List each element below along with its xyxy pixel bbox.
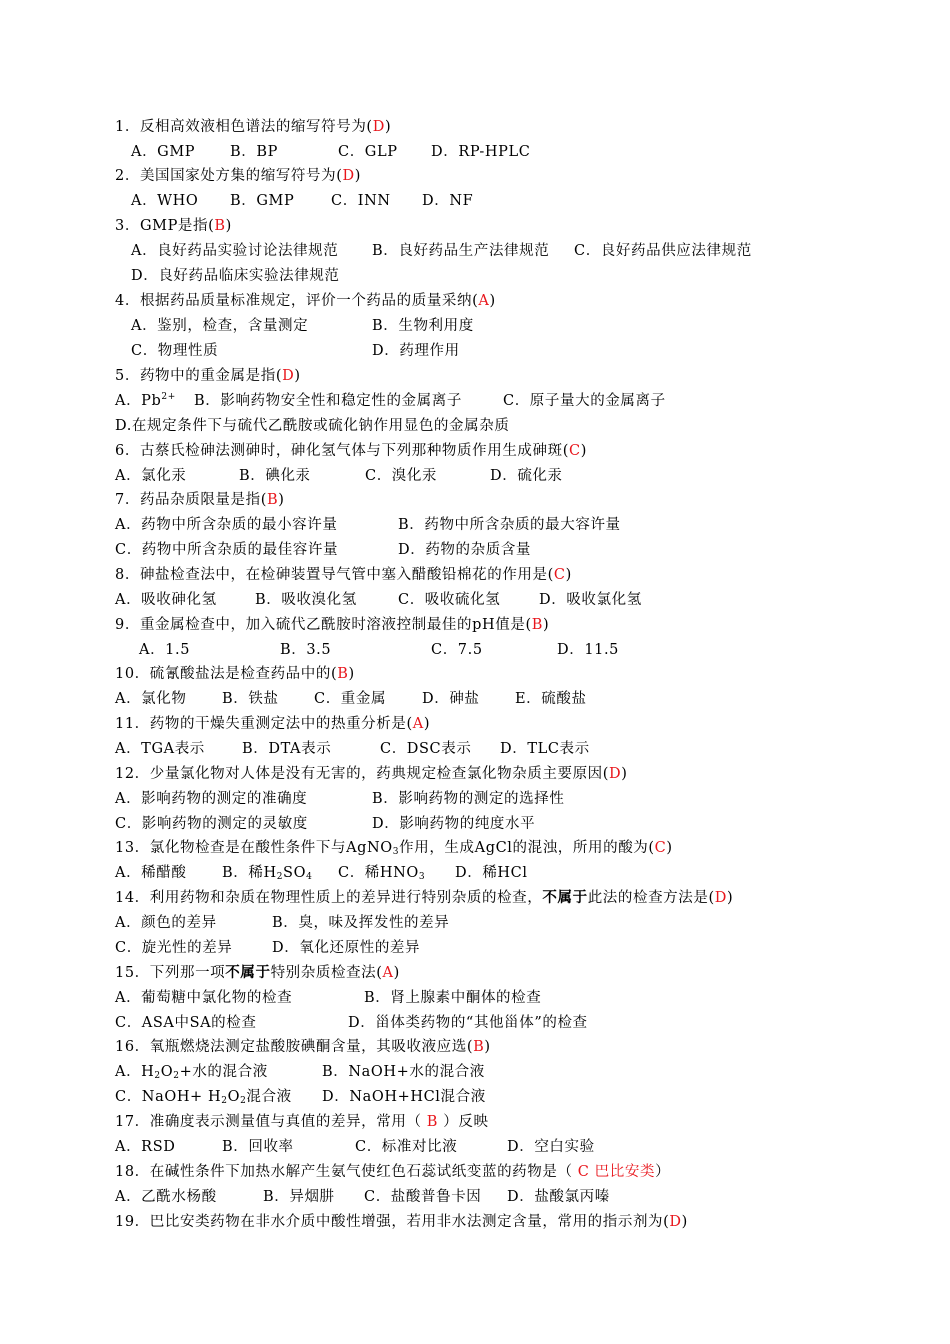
answer-letter: D (609, 766, 622, 782)
option-b (222, 862, 312, 884)
option-a: A．鉴别，检查，含量测定 (131, 318, 309, 334)
option-b: B．肾上腺素中酮体的检查 (364, 990, 542, 1006)
question-close: ) (681, 1214, 688, 1230)
formula-subscript: 2 (154, 1071, 161, 1081)
question-text: 准确度表示测量值与真值的差异，常用（ (149, 1114, 427, 1130)
option-a-text: A．H (115, 1064, 155, 1080)
question-close: ）反映 (438, 1114, 489, 1130)
answer-letter: B (473, 1039, 485, 1055)
option-b: B．DTA表示 (242, 741, 332, 757)
formula-subscript: 3 (418, 872, 426, 882)
question-2 (115, 165, 361, 187)
formula-subscript: 2 (221, 1096, 228, 1106)
question-text: 反相高效液相色谱法的缩写符号为( (139, 119, 373, 135)
question-number: 3． (115, 218, 140, 234)
question-text: 重金属检查中，加入硫代乙酰胺时溶液控制最佳的pH值是( (139, 617, 532, 633)
option-a: A．氯化汞 (115, 468, 187, 484)
answer-letter: D (669, 1214, 682, 1230)
option-a: A．乙酰水杨酸 (115, 1189, 217, 1205)
option-b: B．影响药物的测定的选择性 (372, 791, 565, 807)
emphasis-text: 不属于 (542, 889, 588, 906)
question-text: 利用药物和杂质在物理性质上的差异进行特别杂质的检查， (149, 890, 543, 906)
formula-subscript: 3 (392, 847, 400, 857)
question-text: 少量氯化物对人体是没有无害的，药典规定检查氯化物杂质主要原因( (149, 766, 610, 782)
question-text: 美国国家处方集的缩写符号为( (139, 168, 343, 184)
question-5 (115, 365, 301, 387)
option-a: A．WHO (131, 193, 199, 209)
question-15 (115, 962, 400, 984)
emphasis-text: 不属于 (225, 964, 271, 981)
option-c (115, 1086, 292, 1108)
question-close: ) (726, 890, 734, 906)
question-4 (115, 290, 496, 312)
option-d: D．NF (422, 193, 474, 209)
question-19 (115, 1211, 688, 1233)
option-b: B．3.5 (280, 642, 332, 658)
option-d: D．氧化还原性的差异 (272, 940, 421, 956)
answer-letter: B (214, 218, 226, 234)
question-7 (115, 489, 285, 511)
option-a: A．良好药品实验讨论法律规范 (131, 243, 339, 259)
option-b: B．影响药物安全性和稳定性的金属离子 (194, 393, 462, 409)
question-text: 下列那一项 (149, 965, 226, 981)
option-c-text: C．NaOH+ H (115, 1089, 222, 1105)
option-c: C．重金属 (314, 691, 387, 707)
question-text: 药物的干燥失重测定法中的热重分析是( (149, 716, 413, 732)
option-a-text: A．Pb (115, 393, 162, 409)
charge-superscript: 2+ (161, 392, 176, 402)
question-text: 氯化物检查是在酸性条件下与AgNO (149, 840, 393, 856)
question-close: ) (565, 567, 572, 583)
option-a: A．1.5 (139, 642, 191, 658)
option-c: C．原子量大的金属离子 (503, 393, 666, 409)
question-text-continued: 特别杂质检查法( (270, 965, 383, 981)
question-text: 古蔡氏检砷法测砷时，砷化氢气体与下列那种物质作用生成砷斑( (139, 443, 569, 459)
question-12 (115, 763, 628, 785)
question-11 (115, 713, 430, 735)
formula-subscript: 2 (240, 1096, 247, 1106)
question-close: ) (348, 666, 355, 682)
question-text-continued: 此法的检查方法是( (587, 890, 715, 906)
question-number: 14． (115, 890, 150, 906)
question-number: 7． (115, 492, 140, 508)
answer-letter: B (531, 617, 543, 633)
question-9 (115, 614, 549, 636)
option-d: D．吸收氯化氢 (539, 592, 642, 608)
option-a: A．吸收砷化氢 (115, 592, 217, 608)
option-b: B．异烟肼 (263, 1189, 335, 1205)
option-d: D．甾体类药物的“其他甾体”的检查 (348, 1015, 588, 1031)
formula-subscript: 4 (306, 872, 313, 882)
option-c: C．盐酸普鲁卡因 (364, 1189, 482, 1205)
question-number: 19． (115, 1214, 150, 1230)
answer-letter: D (714, 890, 727, 906)
option-b: B．GMP (230, 193, 295, 209)
answer-letter: B (337, 666, 349, 682)
option-a: A．颜色的差异 (115, 915, 217, 931)
question-number: 16． (115, 1039, 150, 1055)
option-a (115, 390, 176, 412)
question-number: 10． (115, 666, 150, 682)
question-number: 1． (115, 119, 140, 135)
option-d: D．NaOH+HCl混合液 (322, 1089, 486, 1105)
question-number: 5． (115, 368, 140, 384)
question-close: ) (543, 617, 550, 633)
question-number: 6． (115, 443, 140, 459)
question-number: 18． (115, 1164, 150, 1180)
option-c-text: C．稀HNO (338, 865, 419, 881)
option-b: B．回收率 (222, 1139, 294, 1155)
option-c: C．7.5 (431, 642, 483, 658)
option-c: C．旋光性的差异 (115, 940, 233, 956)
option-c (338, 862, 425, 884)
option-a (115, 1061, 268, 1083)
question-number: 15． (115, 965, 150, 981)
answer-letter: D (342, 168, 355, 184)
option-a: A．葡萄糖中氯化物的检查 (115, 990, 293, 1006)
option-d: D．11.5 (557, 642, 620, 658)
question-text: 药品杂质限量是指( (139, 492, 267, 508)
option-b-text: B．稀H (222, 865, 277, 881)
option-b: B．碘化汞 (239, 468, 311, 484)
option-a: A．药物中所含杂质的最小容许量 (115, 517, 338, 533)
question-close: ) (621, 766, 628, 782)
option-d: D．RP-HPLC (431, 144, 531, 160)
question-8 (115, 564, 572, 586)
question-text: 硫氰酸盐法是检查药品中的( (149, 666, 338, 682)
option-b: B．臭，味及挥发性的差异 (272, 915, 450, 931)
question-18 (115, 1161, 670, 1183)
option-c-text-continued: O (227, 1089, 241, 1105)
option-c: C．影响药物的测定的灵敏度 (115, 816, 308, 832)
question-close: ) (225, 218, 232, 234)
option-d: D．稀HCl (455, 865, 528, 881)
answer-letter: C 巴比安类 (577, 1164, 656, 1180)
question-text: 药物中的重金属是指( (139, 368, 283, 384)
option-b: B．吸收溴化氢 (255, 592, 357, 608)
option-d: D．影响药物的纯度水平 (372, 816, 536, 832)
option-c: C．DSC表示 (380, 741, 472, 757)
question-close: ) (393, 965, 400, 981)
option-a: A．氯化物 (115, 691, 187, 707)
question-number: 4． (115, 293, 140, 309)
question-1 (115, 116, 391, 138)
option-c: C．ASA中SA的检查 (115, 1015, 257, 1031)
option-b: B．NaOH+水的混合液 (322, 1064, 485, 1080)
formula-subscript: 2 (173, 1071, 180, 1081)
option-c: C．物理性质 (131, 343, 219, 359)
question-10 (115, 663, 355, 685)
formula-subscript: 2 (276, 872, 284, 882)
option-b: B．药物中所含杂质的最大容许量 (398, 517, 621, 533)
option-d: D．良好药品临床实验法律规范 (131, 268, 340, 284)
question-close: ) (484, 1039, 491, 1055)
answer-letter: C (569, 443, 581, 459)
question-13 (115, 837, 673, 859)
option-a-text-continued: O (160, 1064, 174, 1080)
question-text-continued: 作用，生成AgCl的混浊，所用的酸为( (399, 840, 655, 856)
question-16 (115, 1036, 491, 1058)
question-close: ) (666, 840, 673, 856)
option-d: D．硫化汞 (490, 468, 563, 484)
question-6 (115, 440, 587, 462)
option-c-text-end: 混合液 (246, 1089, 292, 1105)
option-b: B．铁盐 (222, 691, 279, 707)
option-c: C．吸收硫化氢 (398, 592, 501, 608)
question-number: 13． (115, 840, 150, 856)
option-a: A．影响药物的测定的准确度 (115, 791, 308, 807)
option-a: A．稀醋酸 (115, 865, 187, 881)
answer-letter: A (478, 293, 490, 309)
option-b: B．生物利用度 (372, 318, 474, 334)
question-number: 9． (115, 617, 140, 633)
option-d: D．砷盐 (422, 691, 480, 707)
question-close: ) (278, 492, 285, 508)
option-d: D．药物的杂质含量 (398, 542, 532, 558)
answer-letter: B (267, 492, 279, 508)
answer-letter: D (282, 368, 295, 384)
question-close: ） (655, 1164, 671, 1180)
option-e: E．硫酸盐 (515, 691, 587, 707)
option-d: D.在规定条件下与硫代乙酰胺或硫化钠作用显色的金属杂质 (115, 418, 510, 434)
question-17 (115, 1111, 489, 1133)
answer-letter: C (553, 567, 566, 583)
question-close: ) (384, 119, 392, 135)
question-number: 11． (115, 716, 150, 732)
question-text: 在碱性条件下加热水解产生氨气使红色石蕊试纸变蓝的药物是（ (149, 1164, 578, 1180)
question-number: 17． (115, 1114, 150, 1130)
question-close: ) (354, 168, 361, 184)
question-close: ) (294, 368, 301, 384)
option-c: C．良好药品供应法律规范 (574, 243, 752, 259)
question-3 (115, 215, 232, 237)
question-14 (115, 887, 733, 909)
answer-letter: A (412, 716, 424, 732)
option-a: A．RSD (115, 1139, 176, 1155)
answer-letter: C (654, 840, 667, 856)
option-b: B．BP (230, 144, 278, 160)
answer-letter: D (372, 119, 385, 135)
option-d: D．药理作用 (372, 343, 460, 359)
question-close: ) (580, 443, 587, 459)
question-number: 8． (115, 567, 140, 583)
option-c: C．溴化汞 (365, 468, 438, 484)
answer-letter: B (426, 1114, 439, 1130)
option-b-text-continued: SO (283, 865, 307, 881)
option-c: C．药物中所含杂质的最佳容许量 (115, 542, 339, 558)
question-text: 根据药品质量标准规定，评价一个药品的质量采纳( (139, 293, 479, 309)
option-a: A．TGA表示 (115, 741, 205, 757)
question-number: 12． (115, 766, 150, 782)
option-c: C．INN (331, 193, 391, 209)
option-b: B．良好药品生产法律规范 (372, 243, 550, 259)
option-d: D．空白实验 (507, 1139, 595, 1155)
question-text: GMP是指( (139, 218, 215, 234)
question-close: ) (489, 293, 496, 309)
question-number: 2． (115, 168, 140, 184)
question-text: 砷盐检查法中，在检砷装置导气管中塞入醋酸铅棉花的作用是( (139, 567, 554, 583)
option-d: D．盐酸氯丙嗪 (507, 1189, 610, 1205)
option-a: A．GMP (131, 144, 196, 160)
question-text: 氧瓶燃烧法测定盐酸胺碘酮含量，其吸收液应选( (149, 1039, 474, 1055)
option-c: C．GLP (338, 144, 398, 160)
option-c: C．标准对比液 (355, 1139, 458, 1155)
answer-letter: A (382, 965, 394, 981)
option-a-text-end: +水的混合液 (179, 1064, 268, 1080)
question-text: 巴比安类药物在非水介质中酸性增强，若用非水法测定含量，常用的指示剂为( (149, 1214, 670, 1230)
question-close: ) (423, 716, 431, 732)
option-d: D．TLC表示 (500, 741, 590, 757)
